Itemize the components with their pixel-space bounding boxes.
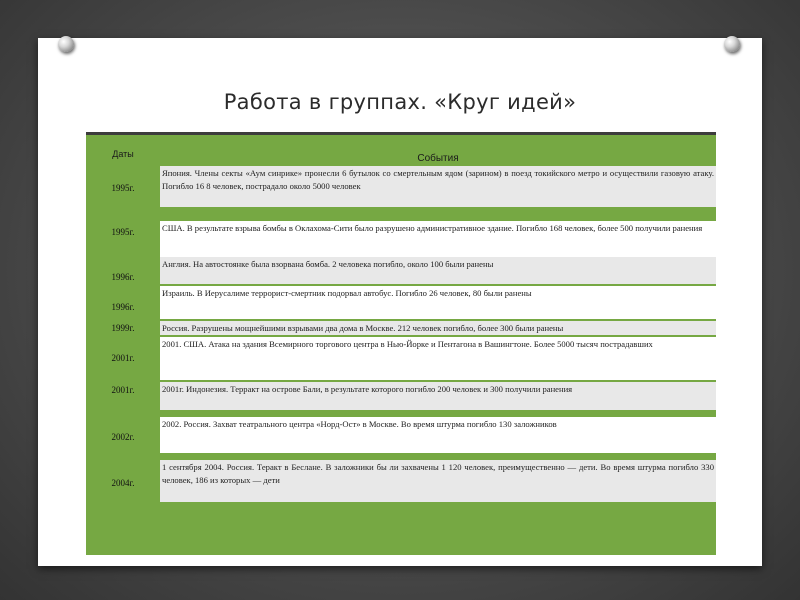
table-row-date: 1995г. <box>111 227 135 237</box>
event-text: Израиль. В Иерусалиме террорист-смертник подорвал автобус. Погибло 26 человек, 80 были ранены <box>162 288 532 298</box>
table-row-date: 2001г. <box>111 385 135 395</box>
event-text: Россия. Разрушены мощнейшими взрывами два дома в Москве. 212 человек погибло, более 300 были ранены <box>162 323 564 333</box>
table-row-event <box>160 221 716 261</box>
event-text: Англия. На автостоянке была взорвана бомба. 2 человека погибло, около 100 были ранены <box>162 259 494 269</box>
event-text: 2002. Россия. Захват театрального центра «Норд-Ост» в Москве. Во время штурма погибло 130 заложников <box>162 419 557 429</box>
table-row-event <box>160 166 716 207</box>
slide-title: Работа в группах. «Круг идей» <box>223 90 577 114</box>
event-text: 2001г. Индонезия. Терракт на острове Бали, в результате которого погибло 200 человек и 300 получили ранения <box>162 384 573 394</box>
table-row-event <box>160 382 716 410</box>
event-text: Япония. Члены секты «Аум синрике» пронесли 6 бутылок со смертельным ядом (зарином) в поезд токийского метро и осуществили газовую атаку. Погибло 16 8 человек, пострадало около 5000 человек <box>162 168 714 191</box>
event-text: 1 сентября 2004. Россия. Теракт в Беслане. В заложники бы ли захвачены 1 120 человек, преимущественно — дети. Во время штурма погибло 330 человек, 186 из которых — дети <box>162 462 714 485</box>
header-dates: Даты <box>112 149 134 159</box>
table-row-date: 1999г. <box>111 323 135 333</box>
table-row-event <box>160 286 716 319</box>
header-events: События <box>417 153 459 164</box>
pushpin-icon <box>58 36 74 52</box>
table-row-event <box>160 257 716 284</box>
event-text: 2001. США. Атака на здания Всемирного торгового центра в Нью-Йорке и Пентагона в Вашингтоне. Более 5000 тысяч пострадавших <box>162 339 653 349</box>
table-row-date: 1995г. <box>111 183 135 193</box>
table-row-date: 2004г. <box>111 478 135 488</box>
pushpin-icon <box>724 36 740 52</box>
table-row-date: 2001г. <box>111 353 135 363</box>
table-row-date: 2002г. <box>111 432 135 442</box>
events-table <box>86 132 716 555</box>
table-row-event <box>160 321 716 335</box>
table-row-event <box>160 417 716 453</box>
table-row-event <box>160 460 716 502</box>
table-row-event <box>160 337 716 380</box>
table-row-date: 1996г. <box>111 302 135 312</box>
table-row-date: 1996г. <box>111 272 135 282</box>
event-text: США. В результате взрыва бомбы в Оклахома-Сити было разрушено административное здание. Погибло 168 человек, более 500 получили ранения <box>162 223 703 233</box>
